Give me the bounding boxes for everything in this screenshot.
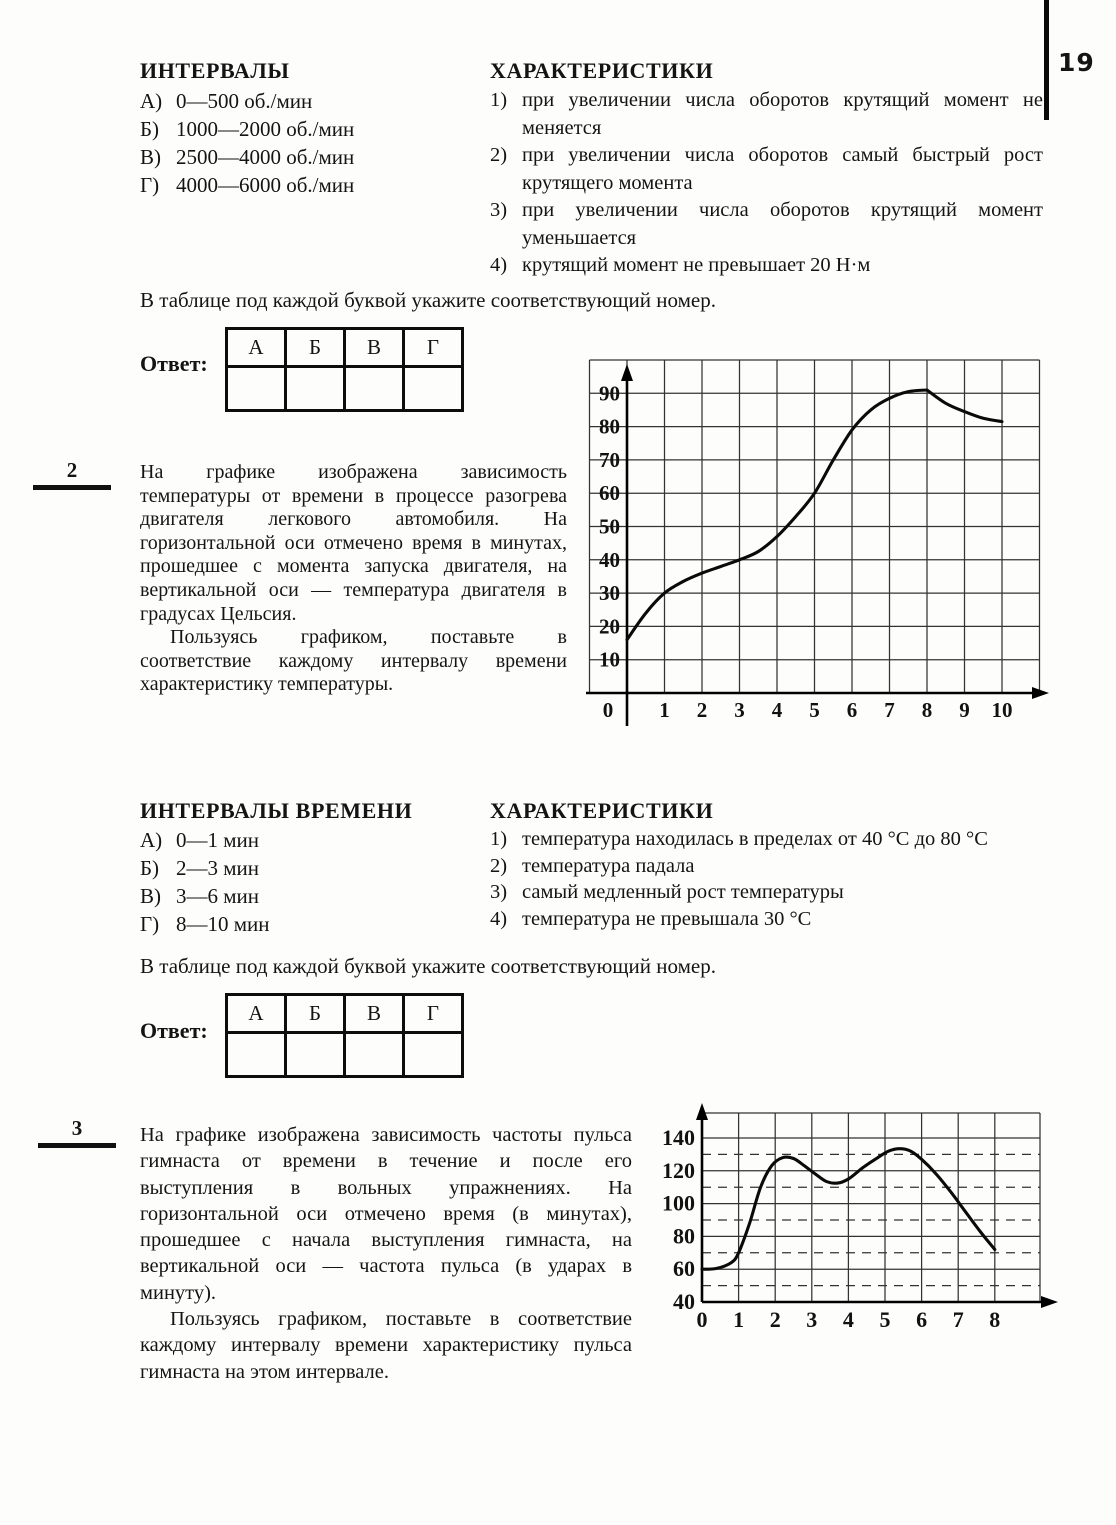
table-instruction-1: В таблице под каждой буквой укажите соответствующий номер.	[140, 288, 716, 312]
interval-text: 4000—6000 об./мин	[176, 173, 355, 197]
svg-text:8: 8	[989, 1307, 1001, 1332]
interval-letter: Б)	[140, 856, 160, 880]
characteristics-heading-1: ХАРАКТЕРИСТИКИ	[490, 58, 714, 83]
svg-text:60: 60	[599, 481, 620, 506]
intervals-heading-1: ИНТЕРВАЛЫ	[140, 58, 290, 83]
svg-text:70: 70	[599, 447, 620, 472]
svg-text:5: 5	[809, 698, 820, 722]
svg-text:2: 2	[696, 698, 708, 722]
characteristic-text: температура не превышала 30 °C	[522, 907, 812, 930]
interval-letter: Г)	[140, 912, 160, 936]
interval-item	[140, 171, 485, 199]
interval-item	[140, 882, 485, 910]
answer-cell	[345, 1033, 404, 1077]
characteristic-text: температура находилась в пределах от 40 °C до 80 °C	[522, 828, 988, 850]
characteristic-item	[490, 197, 1043, 252]
svg-text:10: 10	[599, 647, 620, 672]
problem-2-paragraph-1: На графике изображена зависимость температуры от времени в процессе разогрева двигателя легкового автомобиля. На горизонтальной оси отмечено время в минутах, прошедшее с момента запуска двигателя, на вертикальной оси — температура двигателя в градусах Цельсия.	[140, 461, 567, 625]
characteristics-list-1	[490, 87, 1043, 280]
characteristic-item	[490, 252, 1043, 280]
characteristic-item	[490, 142, 1043, 197]
svg-text:7: 7	[884, 698, 895, 722]
answer-input-row	[227, 367, 463, 411]
svg-text:120: 120	[662, 1157, 695, 1183]
characteristic-text: самый медленный рост температуры	[522, 881, 844, 903]
characteristic-number: 4)	[490, 907, 508, 930]
svg-text:40: 40	[673, 1289, 695, 1314]
svg-text:40: 40	[599, 547, 620, 572]
intervals-list-1	[140, 87, 485, 199]
svg-text:4: 4	[771, 698, 783, 722]
interval-text: 0—1 мин	[176, 828, 260, 852]
interval-text: 2—3 мин	[176, 856, 260, 880]
answer-cell	[286, 367, 345, 411]
svg-text:4: 4	[842, 1307, 854, 1332]
interval-text: 3—6 мин	[176, 884, 260, 908]
problem-2-text	[140, 461, 567, 697]
problem-2-number: 2	[33, 458, 111, 490]
intervals-list-2	[140, 826, 485, 938]
characteristic-item	[490, 853, 1050, 880]
problem-3-number: 3	[38, 1116, 116, 1148]
answer-col-header: А	[227, 995, 286, 1033]
answer-col-header: В	[345, 995, 404, 1033]
characteristic-item	[490, 87, 1043, 142]
characteristic-item	[490, 879, 1050, 906]
characteristic-text: крутящий момент не превышает 20 Н·м	[522, 254, 871, 276]
svg-text:30: 30	[599, 581, 620, 606]
table-instruction-2: В таблице под каждой буквой укажите соответствующий номер.	[140, 954, 716, 978]
characteristic-text: температура падала	[522, 854, 695, 877]
answer-label-1: Ответ:	[140, 351, 208, 376]
svg-text:0: 0	[602, 698, 614, 722]
svg-text:100: 100	[662, 1190, 695, 1216]
svg-text:20: 20	[599, 614, 620, 639]
svg-text:6: 6	[916, 1307, 928, 1332]
interval-text: 1000—2000 об./мин	[176, 117, 355, 141]
svg-text:9: 9	[959, 698, 970, 722]
interval-item	[140, 854, 485, 882]
characteristics-heading-2: ХАРАКТЕРИСТИКИ	[490, 798, 714, 823]
interval-item	[140, 910, 485, 938]
svg-text:2: 2	[769, 1307, 781, 1332]
answer-table-1	[225, 327, 464, 412]
interval-item	[140, 826, 485, 854]
svg-text:5: 5	[879, 1307, 891, 1332]
characteristic-number: 1)	[490, 89, 508, 111]
interval-text: 0—500 об./мин	[176, 89, 313, 113]
answer-col-header: В	[345, 329, 404, 367]
interval-letter: Б)	[140, 117, 160, 141]
interval-item	[140, 115, 485, 143]
intervals-heading-2: ИНТЕРВАЛЫ ВРЕМЕНИ	[140, 798, 413, 823]
svg-text:6: 6	[846, 698, 858, 722]
answer-table-2	[225, 993, 464, 1078]
svg-text:8: 8	[921, 698, 933, 722]
svg-text:80: 80	[599, 414, 620, 439]
page-corner-bar	[1044, 0, 1049, 120]
svg-text:0: 0	[696, 1307, 708, 1332]
answer-input-row	[227, 1033, 463, 1077]
characteristic-number: 3)	[490, 199, 508, 221]
pulse-rate-chart	[638, 1098, 1070, 1348]
characteristic-number: 4)	[490, 254, 508, 276]
svg-text:1: 1	[659, 698, 670, 722]
problem-2-paragraph-2: Пользуясь графиком, поставьте в соответствие каждому интервалу времени характеристику температуры.	[140, 626, 567, 696]
interval-letter: В)	[140, 145, 161, 169]
interval-text: 8—10 мин	[176, 912, 270, 936]
svg-text:60: 60	[673, 1256, 695, 1282]
answer-cell	[286, 1033, 345, 1077]
svg-text:3: 3	[734, 698, 745, 722]
answer-cell	[404, 367, 463, 411]
characteristic-text: при увеличении числа оборотов крутящий момент уменьшается	[522, 199, 1043, 249]
answer-cell	[227, 367, 286, 411]
interval-letter: А)	[140, 828, 163, 852]
answer-col-header: Б	[286, 329, 345, 367]
answer-col-header: Г	[404, 995, 463, 1033]
answer-header-row	[227, 329, 463, 367]
svg-text:3: 3	[806, 1307, 818, 1332]
answer-label-2: Ответ:	[140, 1018, 208, 1043]
engine-temperature-chart	[578, 348, 1068, 740]
characteristic-number: 2)	[490, 854, 508, 877]
answer-col-header: Б	[286, 995, 345, 1033]
characteristic-item	[490, 826, 1050, 853]
answer-col-header: Г	[404, 329, 463, 367]
interval-letter: А)	[140, 89, 163, 113]
svg-text:7: 7	[952, 1307, 964, 1332]
problem-3-text	[140, 1122, 632, 1385]
interval-text: 2500—4000 об./мин	[176, 145, 355, 169]
answer-cell	[345, 367, 404, 411]
interval-item	[140, 87, 485, 115]
characteristic-number: 2)	[490, 144, 508, 166]
answer-col-header: А	[227, 329, 286, 367]
svg-text:10: 10	[991, 698, 1013, 722]
characteristics-list-2	[490, 826, 1050, 932]
answer-header-row	[227, 995, 463, 1033]
characteristic-text: при увеличении числа оборотов самый быстрый рост крутящего момента	[522, 144, 1043, 194]
answer-cell	[227, 1033, 286, 1077]
page-number: 19	[1058, 48, 1095, 77]
problem-3-paragraph-1: На графике изображена зависимость частоты пульса гимнаста от времени в течение и после его выступления в вольных упражнениях. На горизонтальной оси отмечено время (в минутах), прошедшее с начала выступления гимнаста, на вертикальной оси — частота пульса (в ударах в минуту).	[140, 1124, 632, 1304]
characteristic-text: при увеличении числа оборотов крутящий момент не меняется	[522, 89, 1043, 139]
characteristic-number: 3)	[490, 881, 508, 903]
svg-text:80: 80	[673, 1223, 695, 1249]
answer-cell	[404, 1033, 463, 1077]
svg-text:140: 140	[662, 1125, 695, 1150]
interval-item	[140, 143, 485, 171]
characteristic-number: 1)	[490, 828, 508, 850]
interval-letter: В)	[140, 884, 161, 908]
svg-text:1: 1	[733, 1307, 745, 1332]
characteristic-item	[490, 906, 1050, 933]
problem-3-paragraph-2: Пользуясь графиком, поставьте в соответствие каждому интервалу времени характеристику пульса гимнаста на этом интервале.	[140, 1308, 632, 1383]
svg-text:90: 90	[599, 381, 620, 406]
svg-text:50: 50	[599, 514, 620, 539]
interval-letter: Г)	[140, 173, 160, 197]
